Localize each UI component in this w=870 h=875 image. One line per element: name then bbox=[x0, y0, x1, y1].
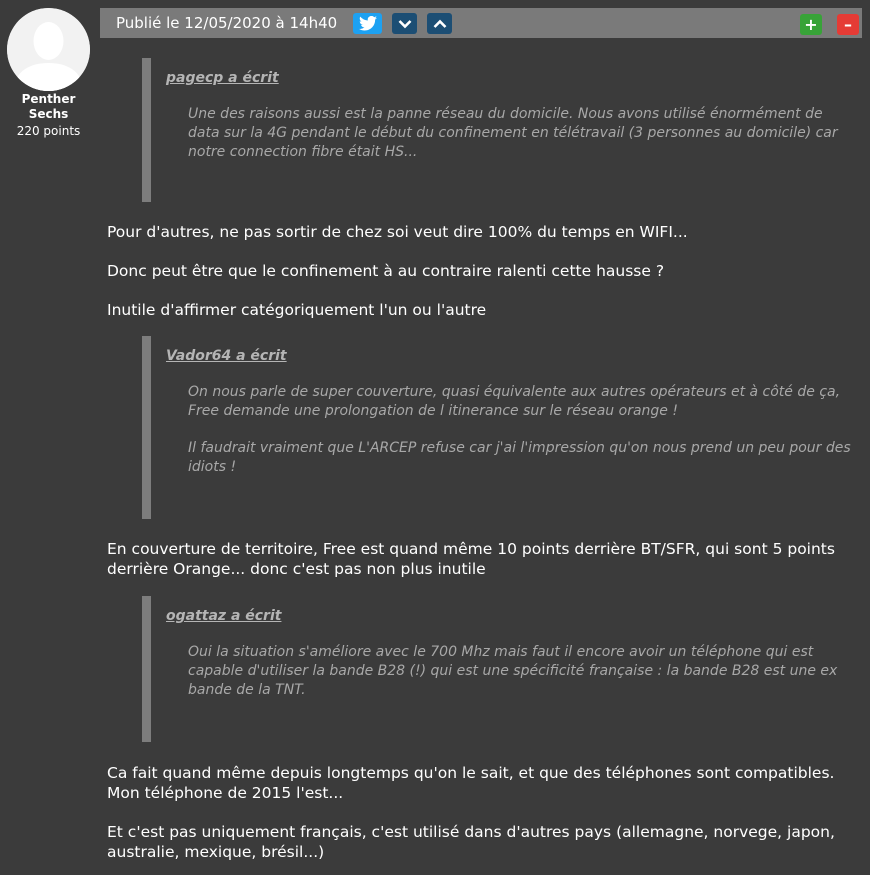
quote-text: Il faudrait vraiment que L'ARCEP refuse car j'ai l'impression qu'on nous prend un peu pour des idiots ! bbox=[188, 440, 851, 475]
quote-author-link[interactable]: ogattaz a écrit bbox=[166, 608, 282, 624]
minus-icon: – bbox=[844, 14, 852, 34]
quote-author-link[interactable]: Vador64 a écrit bbox=[166, 348, 287, 364]
vote-down-button[interactable] bbox=[837, 14, 859, 35]
post-paragraph: Et c'est pas uniquement français, c'est utilisé dans d'autres pays (allemagne, norvege, japon, australie, mexique, brésil...) bbox=[107, 823, 835, 861]
chevron-up-icon bbox=[433, 19, 447, 29]
post-paragraph: Inutile d'affirmer catégoriquement l'un ou l'autre bbox=[107, 301, 487, 319]
plus-icon: + bbox=[804, 14, 818, 34]
author-name[interactable]: Penther Sechs bbox=[21, 92, 76, 121]
avatar[interactable] bbox=[7, 8, 90, 91]
post-date: Publié le 12/05/2020 à 14h40 bbox=[116, 14, 338, 32]
scroll-down-button[interactable] bbox=[392, 13, 417, 34]
chevron-down-icon bbox=[398, 19, 412, 29]
quote-block bbox=[142, 336, 857, 519]
scroll-up-button[interactable] bbox=[427, 13, 452, 34]
quote-text: Oui la situation s'améliore avec le 700 Mhz mais faut il encore avoir un téléphone qui est capable d'utiliser la bande B28 (!) qui est une spécificité française : la bande B28 est une ex bande de la TNT. bbox=[188, 644, 838, 698]
vote-up-button[interactable] bbox=[800, 14, 822, 35]
post-paragraph: Ca fait quand même depuis longtemps qu'on le sait, et que des téléphones sont compatibles. Mon téléphone de 2015 l'est... bbox=[107, 764, 835, 802]
default-user-icon bbox=[7, 8, 90, 91]
post-paragraph: Donc peut être que le confinement à au contraire ralenti cette hausse ? bbox=[107, 262, 665, 280]
post-header bbox=[100, 8, 862, 38]
twitter-icon bbox=[359, 16, 377, 31]
quote-block bbox=[142, 58, 857, 202]
quote-text: Une des raisons aussi est la panne réseau du domicile. Nous avons utilisé énormément de data sur la 4G pendant le début du confinement en télétravail (3 personnes au domicile) car notre connection fibre était HS... bbox=[188, 106, 838, 160]
author-points: 220 points bbox=[16, 124, 81, 138]
twitter-share-button[interactable] bbox=[353, 13, 382, 34]
quote-text: On nous parle de super couverture, quasi équivalente aux autres opérateurs et à côté de ça, Free demande une prolongation de l itinerance sur le réseau orange ! bbox=[188, 384, 841, 419]
post-body bbox=[107, 58, 857, 862]
quote-author-link[interactable]: pagecp a écrit bbox=[166, 70, 279, 86]
post-paragraph: En couverture de territoire, Free est quand même 10 points derrière BT/SFR, qui sont 5 points derrière Orange... donc c'est pas non plus inutile bbox=[107, 540, 835, 578]
quote-block bbox=[142, 596, 857, 742]
post-paragraph: Pour d'autres, ne pas sortir de chez soi veut dire 100% du temps en WIFI... bbox=[107, 223, 688, 241]
